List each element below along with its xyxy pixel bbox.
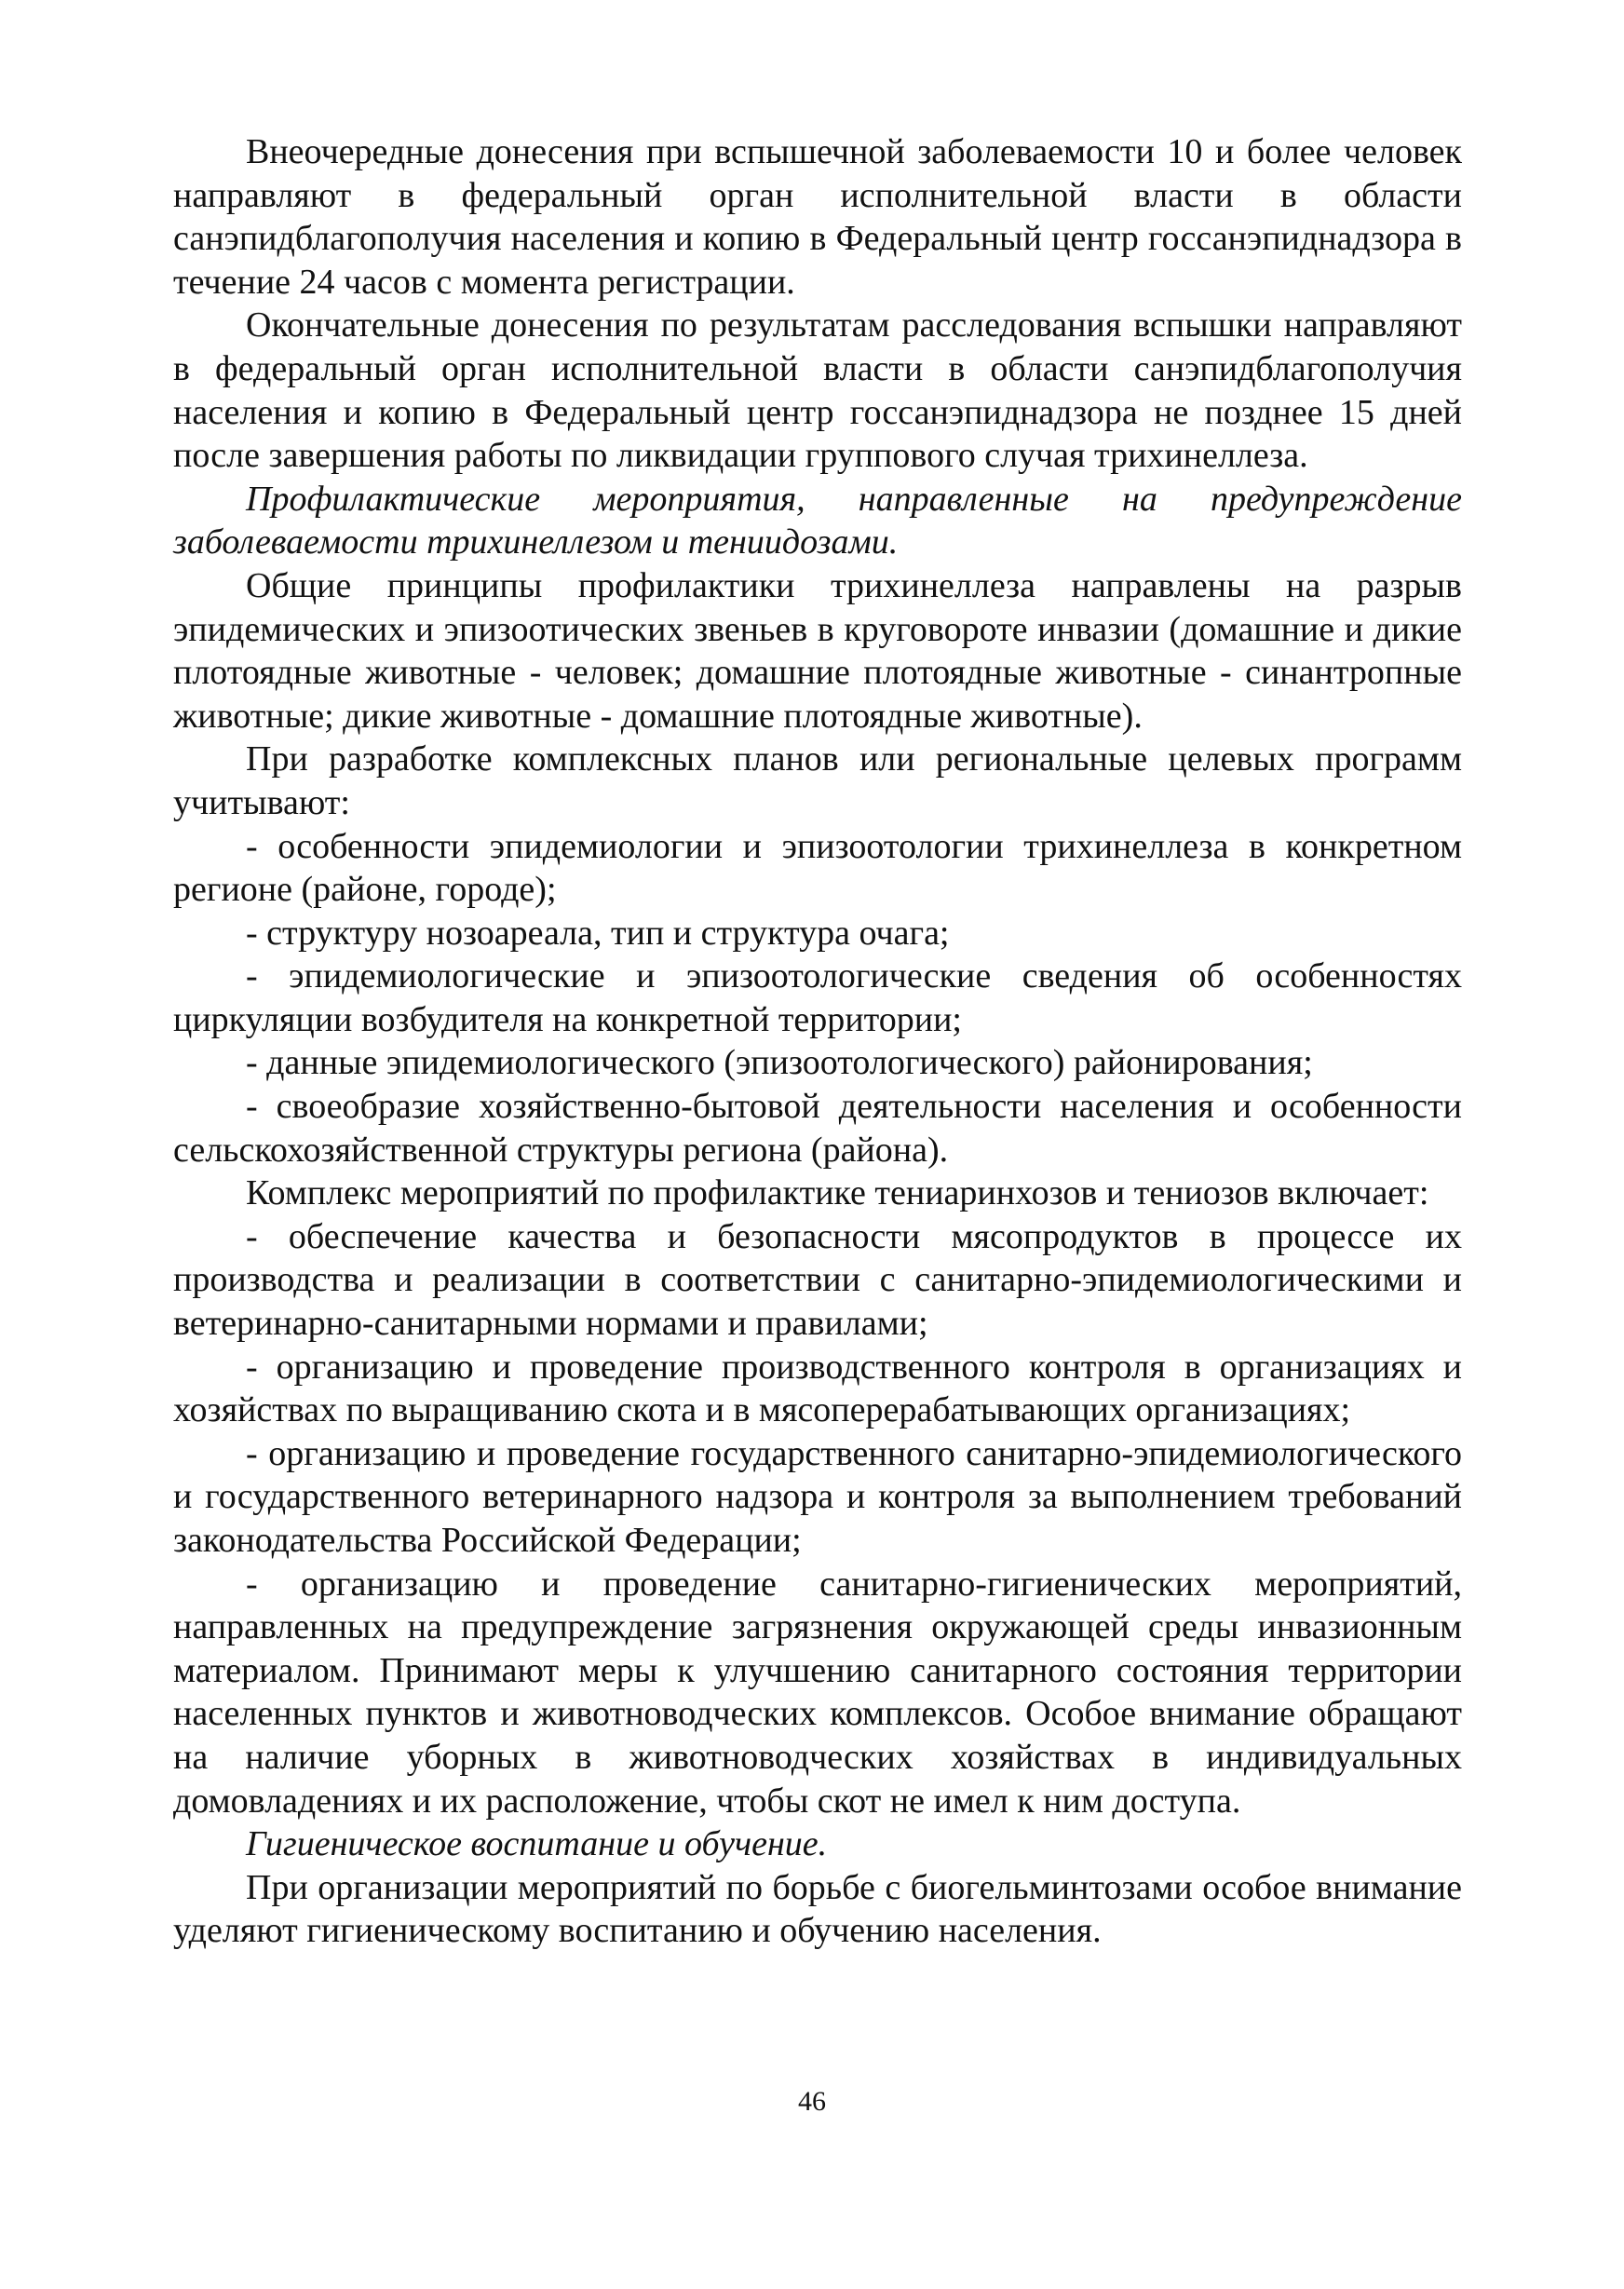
section-heading-prevention: Профилактические мероприятия, направленные на предупреждение заболеваемости трихинеллезом и тениидозами. xyxy=(173,479,1462,562)
list-item-nosoareal-structure: - структуру нозоареала, тип и структура очага; xyxy=(246,913,950,953)
paragraph-planning-intro: При разработке комплексных планов или региональные целевых программ учитывают: xyxy=(173,739,1462,822)
list-item-meat-safety: - обеспечение качества и безопасности мясопродуктов в процессе их производства и реализации в соответствии с санитарно-эпидемиологическими и ветеринарно-санитарными нормами и правилами; xyxy=(173,1216,1462,1344)
list-item-epidemiology-features: - особенности эпидемиологии и эпизоотологии трихинеллеза в конкретном регионе (районе, городе); xyxy=(173,826,1462,910)
list-item-state-supervision: - организацию и проведение государственного санитарно-эпидемиологического и государственного ветеринарного надзора и контроля за выполнением требований законодательства Российской Федерации; xyxy=(173,1433,1462,1560)
list-item-economic-features: - своеобразие хозяйственно-бытовой деятельности населения и особенности сельскохозяйственной структуры региона (района). xyxy=(173,1087,1462,1170)
document-body xyxy=(173,130,1462,1953)
list-item-sanitary-measures: - организацию и проведение санитарно-гигиенических мероприятий, направленных на предупреждение загрязнения окружающей среды инвазионным материалом. Принимают меры к улучшению санитарного состояния территории населенных пунктов и животноводческих комплексов. Особое внимание обращают на наличие уборных в животноводческих хозяйствах в индивидуальных домовладениях и их расположение, чтобы скот не имел к ним доступа. xyxy=(173,1564,1462,1821)
list-item-circulation-data: - эпидемиологические и эпизоотологические сведения об особенностях циркуляции возбудителя на конкретной территории; xyxy=(173,956,1462,1039)
section-heading-hygiene-education: Гигиеническое воспитание и обучение. xyxy=(246,1824,828,1864)
paragraph-hygiene-education: При организации мероприятий по борьбе с биогельминтозами особое внимание уделяют гигиеническому воспитанию и обучению населения. xyxy=(173,1867,1462,1951)
page-number: 46 xyxy=(798,2086,826,2117)
paragraph-urgent-reports: Внеочередные донесения при вспышечной заболеваемости 10 и более человек направляют в федеральный орган исполнительной власти в области санэпидблагополучия населения и копию в Федеральный центр госсанэпиднадзора в течение 24 часов с момента регистрации. xyxy=(173,132,1462,302)
paragraph-final-reports: Окончательные донесения по результатам расследования вспышки направляют в федеральный орган исполнительной власти в области санэпидблагополучия населения и копию в Федеральный центр госсанэпиднадзора не позднее 15 дней после завершения работы по ликвидации группового случая трихинеллеза. xyxy=(173,305,1462,476)
list-item-production-control: - организацию и проведение производственного контроля в организациях и хозяйствах по выращиванию скота и в мясоперерабатывающих организациях; xyxy=(173,1347,1462,1430)
list-item-zoning-data: - данные эпидемиологического (эпизоотологического) районирования; xyxy=(246,1043,1313,1083)
paragraph-general-principles: Общие принципы профилактики трихинеллеза направлены на разрыв эпидемических и эпизоотических звеньев в круговороте инвазии (домашние и дикие плотоядные животные - человек; домашние плотоядные животные - синантропные животные; дикие животные - домашние плотоядные животные). xyxy=(173,565,1462,736)
paragraph-complex-measures-intro: Комплекс мероприятий по профилактике тениаринхозов и тениозов включает: xyxy=(246,1173,1429,1213)
